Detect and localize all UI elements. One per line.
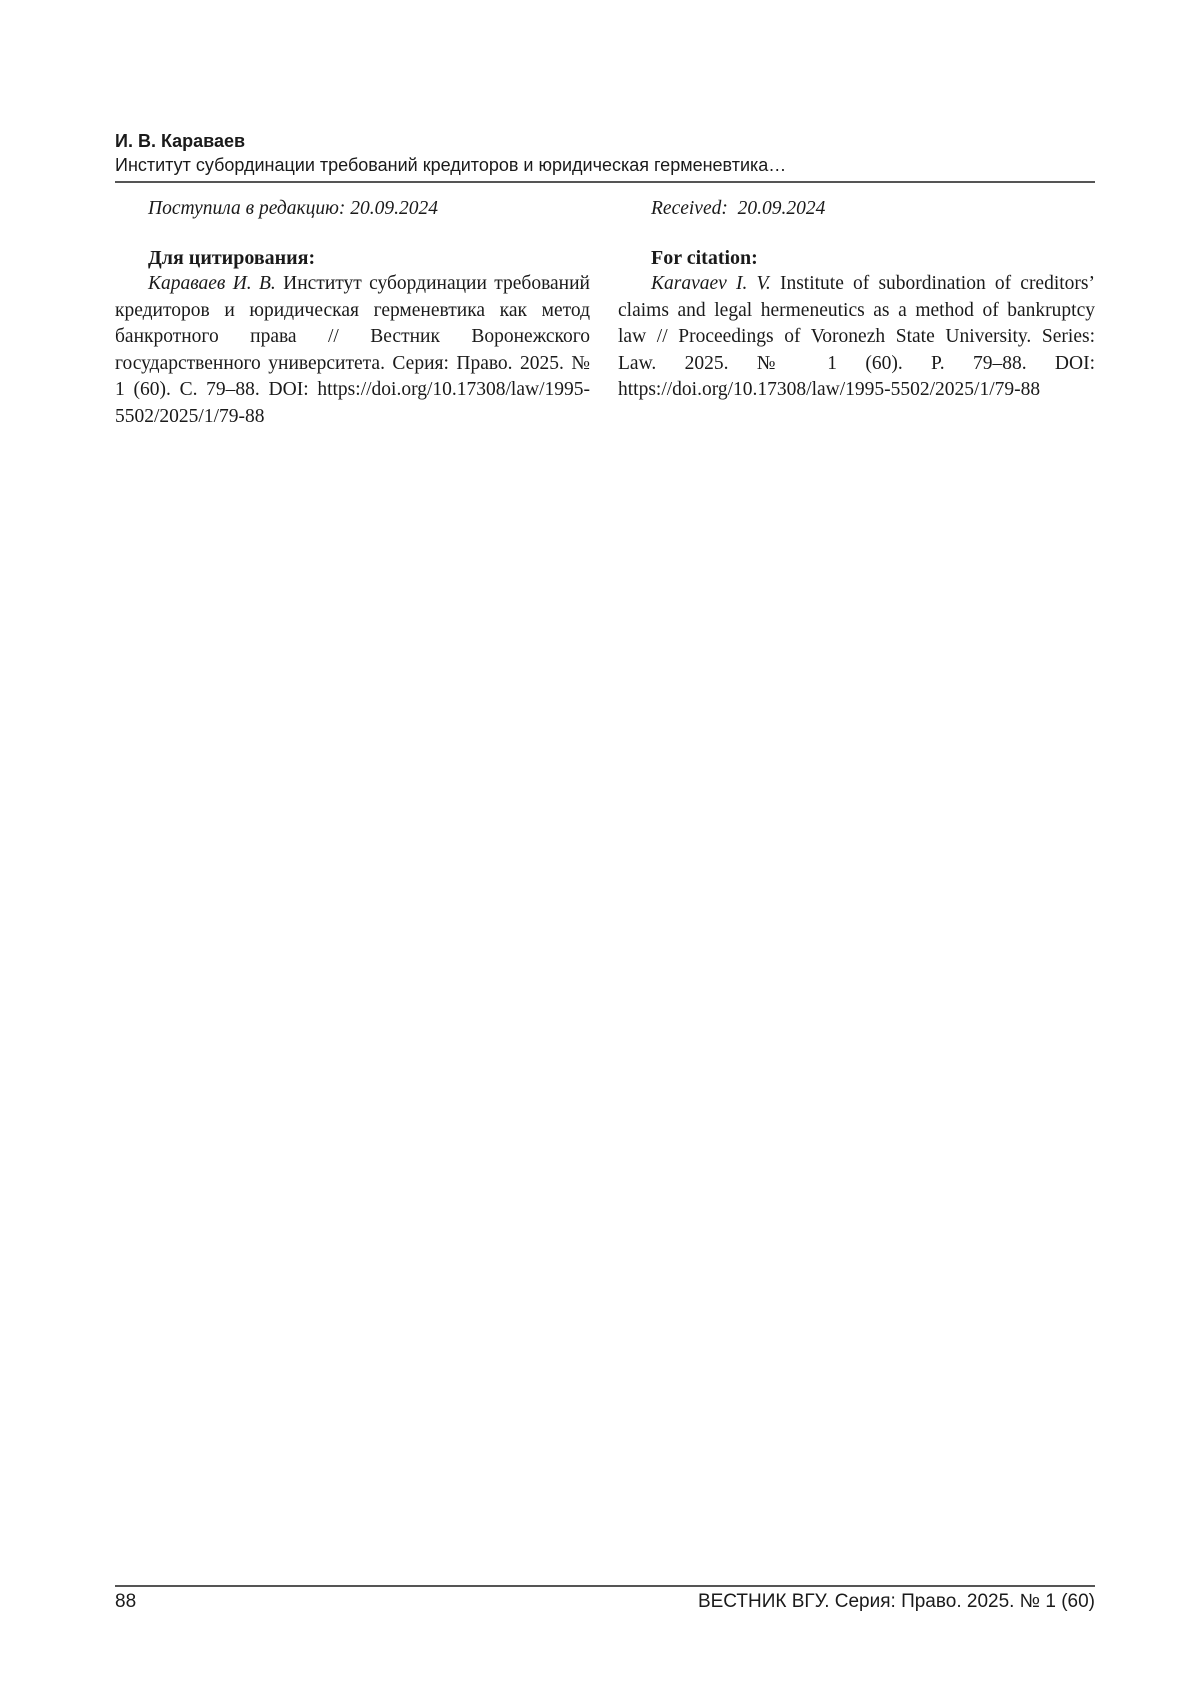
journal-title: ВЕСТНИК ВГУ. Серия: Право. 2025. № 1 (60)	[697, 1591, 1095, 1612]
header-author: И. В. Караваев	[115, 131, 246, 151]
citation-author-en: Karavaev I. V.	[651, 273, 771, 294]
header-rule	[115, 181, 1095, 183]
received-date-ru: Поступила в редакцию: 20.09.2024	[148, 198, 438, 219]
citation-body-en	[618, 271, 1095, 404]
running-header	[115, 130, 1095, 177]
citation-author-ru: Караваев И. В.	[148, 273, 276, 294]
citation-heading-en: For citation:	[651, 246, 758, 269]
column-english	[618, 196, 1095, 404]
received-date-en: Received: 20.09.2024	[651, 198, 826, 219]
citation-body-ru	[115, 271, 590, 430]
footer-rule	[115, 1585, 1095, 1587]
citation-text-en: Institute of subordination of creditors’ claims and legal hermeneutics as a method of bankruptcy law // Proceedings of Voronezh State University. Series: Law. 2025. № 1 (60). P. 79–88. DOI: https://doi.org/10.17308/law/1995-5502/2025/1/79-88	[618, 273, 1095, 400]
page-footer	[115, 1590, 1095, 1614]
header-running-title: Институт субординации требований кредиторов и юридическая герменевтика…	[115, 155, 787, 175]
citation-heading-ru: Для цитирования:	[148, 246, 316, 269]
page-number: 88	[115, 1591, 137, 1612]
citation-text-ru: Институт субординации требований кредиторов и юридическая герменевтика как метод банкротного права // Вестник Воронежского государственного университета. Серия: Право. 2025. № 1 (60). С. 79–88. DOI: https://doi.org/10.17308/law/1995-5502/2025/1/79-88	[115, 273, 590, 427]
column-russian	[115, 196, 590, 430]
